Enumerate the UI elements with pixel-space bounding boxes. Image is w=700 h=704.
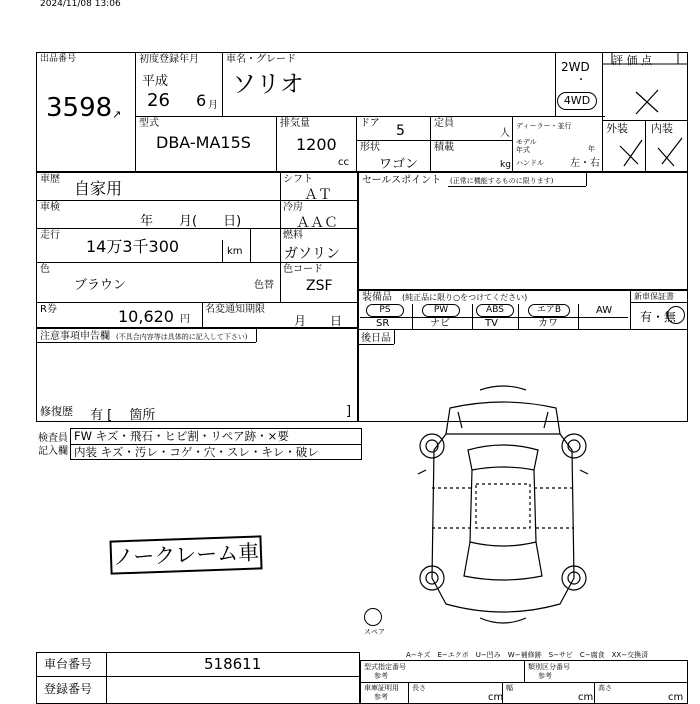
warranty-circle <box>667 306 685 324</box>
cm3: cm <box>668 692 684 703</box>
mileage-unit: km <box>227 246 243 257</box>
year-unit: 年 <box>588 145 595 153</box>
model-label: 型式 <box>139 118 159 129</box>
chassis-label: 車台番号 <box>44 657 93 671</box>
doors: 5 <box>396 123 405 139</box>
header-section <box>36 52 688 172</box>
repair-value: 有 [ 箇所 <box>90 408 156 423</box>
reference3: 参考 <box>374 693 388 701</box>
score-marks <box>602 52 688 172</box>
notes-label: 注意事項申告欄 <box>40 331 110 342</box>
color-change-label: 色替 <box>254 280 274 291</box>
dealer-label: ディーラー・並行 <box>516 122 572 130</box>
recycle-fee: 10,620 <box>118 307 174 326</box>
lot-mark: ↗ <box>112 108 122 121</box>
warranty-value: 有・無 <box>640 310 677 324</box>
equipment-label: 装備品 <box>362 292 392 303</box>
displacement: 1200 <box>296 135 337 154</box>
capacity-label: 定員 <box>434 118 454 129</box>
damage-legend: A−キズ E−エクボ U−凹み W−補修跡 S−サビ C−腐食 XX−交換済 <box>406 651 649 659</box>
capacity-unit: 人 <box>500 128 510 139</box>
reference1: 参考 <box>374 672 388 680</box>
lot-number: 3598 <box>46 93 113 123</box>
fuel: ガソリン <box>284 246 340 262</box>
no-claim-stamp: ノークレーム車 <box>109 535 262 574</box>
inspection-label: 車検 <box>40 202 60 213</box>
exterior-label: 外装 <box>606 122 628 135</box>
sales-point-note: (正常に機能するものに限ります) <box>450 177 554 185</box>
model: DBA-MA15S <box>156 133 251 152</box>
month-unit: 月 <box>208 100 218 111</box>
mileage: 14万3千300 <box>86 237 180 256</box>
color: ブラウン <box>74 278 127 293</box>
history: 自家用 <box>74 179 123 198</box>
fuel-label: 燃料 <box>283 230 303 241</box>
spare-circle <box>364 608 382 626</box>
height-label: 高さ <box>598 684 612 692</box>
drive-dot: ・ <box>576 75 586 86</box>
warranty-label: 新車保証書 <box>634 292 674 301</box>
shift: ＡＴ <box>304 187 332 203</box>
score-label: 評 価 点 <box>612 54 652 67</box>
name-grade-label: 車名・グレード <box>226 54 296 65</box>
equip-ps: PS <box>366 304 404 317</box>
lot-label: 出品番号 <box>40 54 77 64</box>
equipment-note: (純正品に限り○をつけてください) <box>402 293 528 302</box>
cm1: cm <box>488 692 504 703</box>
car-name: ソリオ <box>232 70 304 98</box>
category-label: 類別区分番号 <box>528 663 570 671</box>
equip-sr: SR <box>376 318 390 329</box>
sales-point-label: セールスポイント <box>362 175 442 186</box>
inspector-label-top: 検査員 <box>38 433 68 444</box>
equip-pw: PW <box>422 304 460 317</box>
recycle-unit: 円 <box>180 314 190 325</box>
equip-navi: ナビ <box>430 318 450 329</box>
first-reg-label: 初度登録年月 <box>139 54 199 65</box>
reference2: 参考 <box>538 672 552 680</box>
body-label: 形状 <box>360 142 380 153</box>
mileage-label: 走行 <box>40 230 60 241</box>
repair-bracket: ] <box>346 404 352 419</box>
chassis-number: 518611 <box>204 655 262 673</box>
after-market-label: 後日品 <box>361 333 391 344</box>
cm2: cm <box>578 692 594 703</box>
color-label: 色 <box>40 264 50 275</box>
color-code: ZSF <box>306 278 333 294</box>
car-damage-diagram <box>410 378 596 640</box>
reg-month: 6 <box>196 91 207 110</box>
type-designation-label: 型式指定番号 <box>364 663 406 671</box>
interior-label: 内装 <box>651 122 673 135</box>
reg-year: 26 <box>147 90 170 111</box>
ac-label: 冷房 <box>283 202 303 213</box>
width-label: 幅 <box>506 684 513 692</box>
equip-abs: ABS <box>476 304 514 317</box>
sales-point-section <box>358 172 688 290</box>
tax-notice-label: 名変通知期限 <box>205 304 265 315</box>
inspector-row1: FW キズ・飛石・ヒビ割・リペア跡・×要 <box>74 429 289 443</box>
equip-aw: AW <box>596 305 613 316</box>
ac: ＡＡＣ <box>296 215 338 231</box>
model-year-label: モデル年式 <box>516 138 537 154</box>
equip-airbag: エアB <box>528 304 570 317</box>
recycle-label: R券 <box>40 304 57 315</box>
inspector-row2: 内装 キズ・汚レ・コゲ・穴・スレ・キレ・破レ <box>74 445 319 459</box>
load-unit: kg <box>500 160 511 170</box>
displacement-label: 排気量 <box>280 118 310 129</box>
shift-label: シフト <box>283 174 313 185</box>
spare-label: スペア <box>364 628 385 636</box>
handle-label: ハンドル <box>516 159 544 167</box>
equip-leather: カワ <box>538 318 558 329</box>
notes-sub: (不具合内容等は具体的に記入して下さい) <box>116 333 248 341</box>
drive-2wd: 2WD <box>561 60 590 74</box>
registration-label: 登録番号 <box>44 682 93 696</box>
inspection-value: 年 月( 日) <box>140 214 242 229</box>
repair-label: 修復歴 <box>40 405 73 418</box>
equip-tv: TV <box>485 318 498 329</box>
displacement-unit: cc <box>338 157 349 168</box>
cert-label: 車庫証明用 <box>364 684 399 692</box>
body-type: ワゴン <box>379 157 419 172</box>
handle-value: 左・右 <box>570 158 600 169</box>
doors-label: ドア <box>360 118 380 129</box>
era: 平成 <box>142 74 169 89</box>
drive-4wd-circled: 4WD <box>557 92 597 110</box>
color-code-label: 色コード <box>283 264 323 275</box>
history-label: 車歴 <box>40 174 60 185</box>
tax-notice-value: 月 日 <box>294 314 343 328</box>
length-label: 長さ <box>412 684 426 692</box>
load-label: 積載 <box>434 142 454 153</box>
timestamp: 2024/11/08 13:06 <box>40 0 121 9</box>
inspector-label-bottom: 記入欄 <box>38 446 68 457</box>
